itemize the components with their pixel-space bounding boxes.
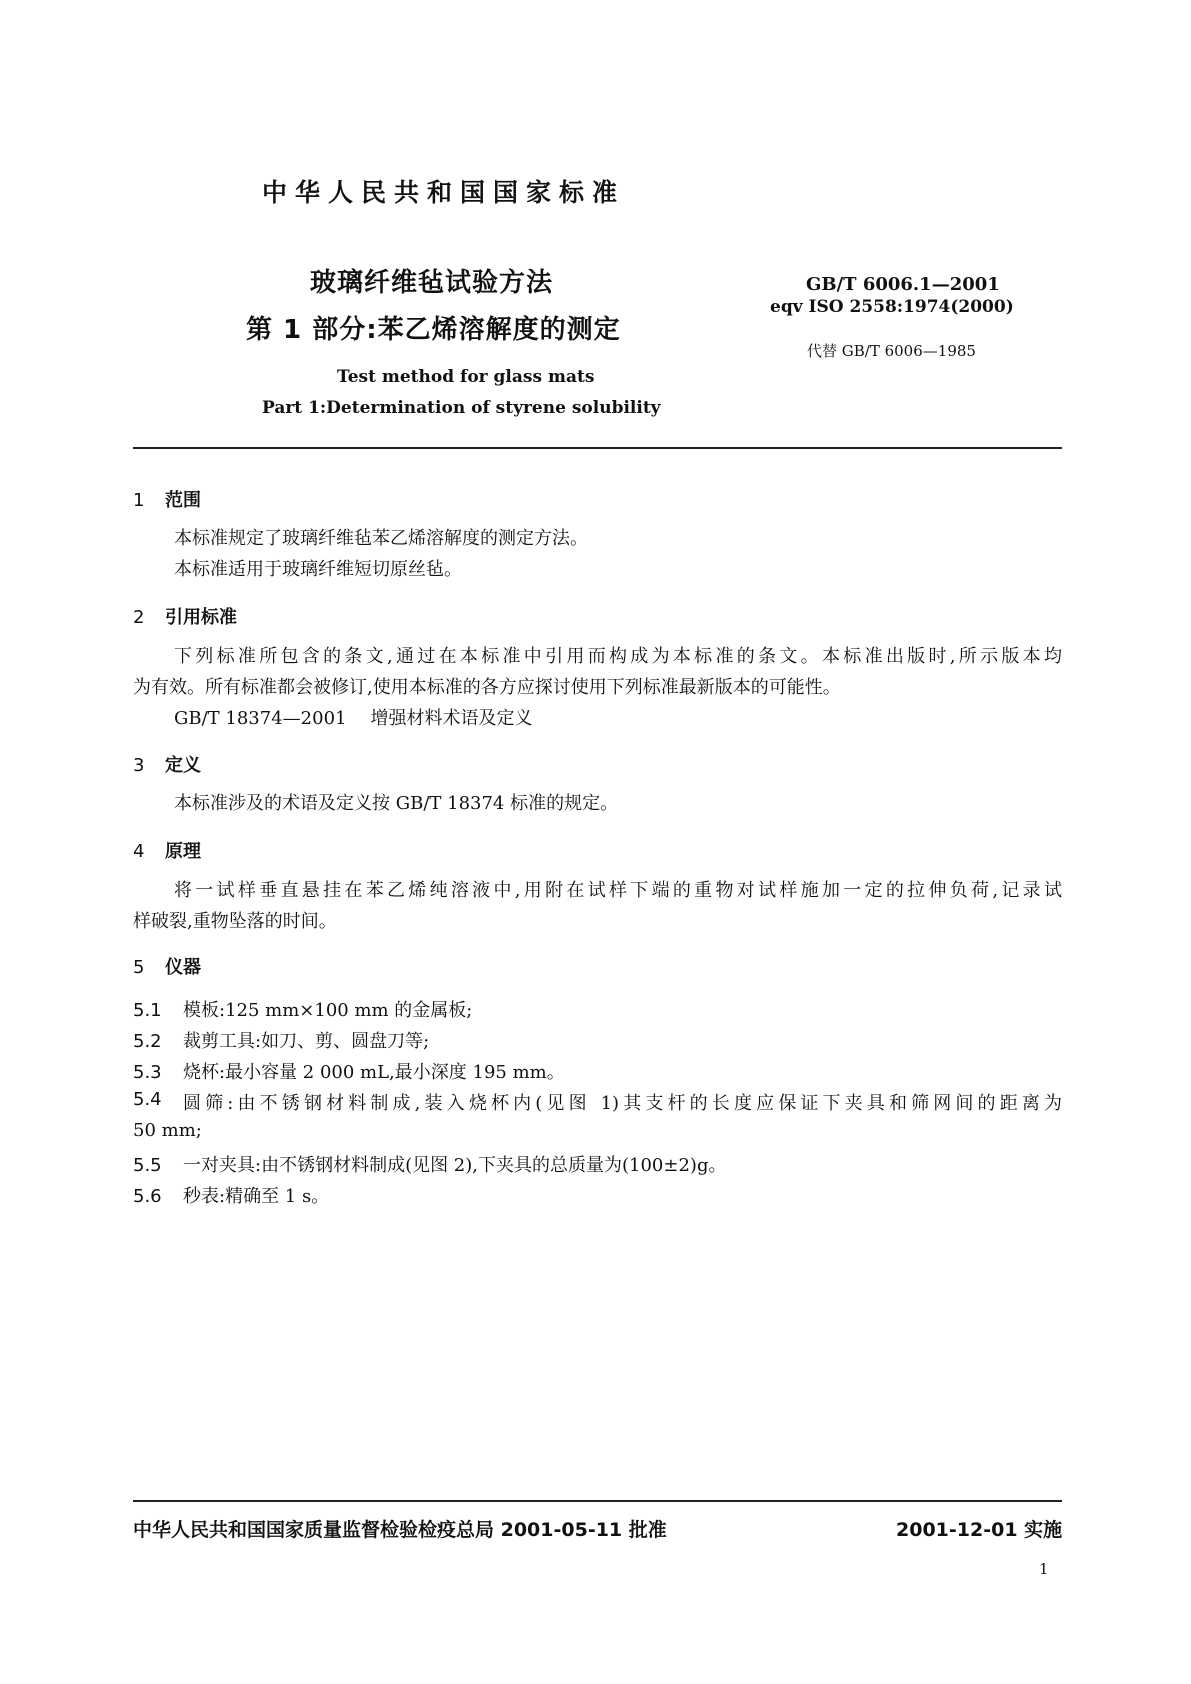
section-5-heading bbox=[133, 953, 201, 979]
section-1-number: 1 bbox=[133, 490, 145, 511]
item-text: 圆筛:由不锈钢材料制成,装入烧杯内(见图 1)其支杆的长度应保证下夹具和筛网间的距离为 bbox=[183, 1093, 1062, 1114]
equivalent-standard: eqv ISO 2558:1974(2000) bbox=[770, 297, 1014, 317]
section-2-number: 2 bbox=[133, 607, 145, 628]
section-2-title: 引用标准 bbox=[165, 607, 237, 628]
list-item bbox=[133, 1089, 1062, 1115]
item-text: 秒表:精确至 1 s。 bbox=[183, 1186, 330, 1207]
section-3-number: 3 bbox=[133, 755, 145, 776]
approval-line: 中华人民共和国国家质量监督检验检疫总局 2001-05-11 批准 bbox=[133, 1519, 667, 1541]
section-1-title: 范围 bbox=[165, 490, 201, 511]
section-2-paragraph-line1: 下列标准所包含的条文,通过在本标准中引用而构成为本标准的条文。本标准出版时,所示版本均 bbox=[174, 646, 1062, 667]
item-number: 5.2 bbox=[133, 1031, 162, 1052]
footer-divider bbox=[133, 1500, 1062, 1502]
list-item bbox=[133, 1027, 429, 1053]
section-5-number: 5 bbox=[133, 957, 145, 978]
national-standard-header: 中华人民共和国国家标准 bbox=[262, 178, 626, 207]
section-3-heading bbox=[133, 751, 201, 777]
item-number: 5.5 bbox=[133, 1155, 162, 1176]
reference-title: 增强材料术语及定义 bbox=[370, 708, 533, 729]
title-cn-line2: 第 1 部分:苯乙烯溶解度的测定 bbox=[246, 315, 621, 345]
section-1-paragraph-2: 本标准适用于玻璃纤维短切原丝毡。 bbox=[174, 559, 462, 580]
reference-code: GB/T 18374—2001 bbox=[174, 708, 347, 729]
item-number: 5.3 bbox=[133, 1062, 162, 1083]
section-4-number: 4 bbox=[133, 841, 145, 862]
section-5-title: 仪器 bbox=[165, 957, 201, 978]
standard-code: GB/T 6006.1—2001 bbox=[806, 274, 1000, 295]
section-2-paragraph-line2: 为有效。所有标准都会被修订,使用本标准的各方应探讨使用下列标准最新版本的可能性。 bbox=[133, 677, 841, 698]
title-en-line2: Part 1:Determination of styrene solubility bbox=[262, 398, 661, 418]
section-1-heading bbox=[133, 486, 201, 512]
title-cn-line1: 玻璃纤维毡试验方法 bbox=[310, 268, 554, 298]
section-2-reference bbox=[174, 707, 1103, 731]
effective-date: 2001-12-01 实施 bbox=[896, 1519, 1063, 1541]
title-en-line1: Test method for glass mats bbox=[337, 367, 595, 387]
replaces-standard: 代替 GB/T 6006—1985 bbox=[807, 342, 976, 360]
section-4-heading bbox=[133, 837, 201, 863]
section-3-paragraph: 本标准涉及的术语及定义按 GB/T 18374 标准的规定。 bbox=[174, 793, 619, 814]
header-divider bbox=[133, 447, 1062, 449]
item-text: 模板:125 mm×100 mm 的金属板; bbox=[183, 1000, 473, 1021]
section-1-paragraph-1: 本标准规定了玻璃纤维毡苯乙烯溶解度的测定方法。 bbox=[174, 528, 588, 549]
list-item-continuation: 50 mm; bbox=[133, 1120, 202, 1141]
list-item bbox=[133, 1058, 565, 1084]
item-number: 5.1 bbox=[133, 1000, 162, 1021]
section-4-paragraph-line2: 样破裂,重物坠落的时间。 bbox=[133, 911, 337, 932]
list-item bbox=[133, 1151, 726, 1177]
item-text: 一对夹具:由不锈钢材料制成(见图 2),下夹具的总质量为(100±2)g。 bbox=[183, 1155, 727, 1176]
list-item bbox=[133, 1182, 329, 1208]
section-4-title: 原理 bbox=[165, 841, 201, 862]
section-2-heading bbox=[133, 603, 237, 629]
item-number: 5.4 bbox=[133, 1089, 162, 1110]
item-text: 裁剪工具:如刀、剪、圆盘刀等; bbox=[183, 1031, 430, 1052]
page-number: 1 bbox=[1039, 1560, 1049, 1578]
item-number: 5.6 bbox=[133, 1186, 162, 1207]
list-item bbox=[133, 996, 472, 1022]
item-text: 烧杯:最小容量 2 000 mL,最小深度 195 mm。 bbox=[183, 1062, 565, 1083]
section-3-title: 定义 bbox=[165, 755, 201, 776]
section-4-paragraph-line1: 将一试样垂直悬挂在苯乙烯纯溶液中,用附在试样下端的重物对试样施加一定的拉伸负荷,记录试 bbox=[174, 880, 1062, 901]
